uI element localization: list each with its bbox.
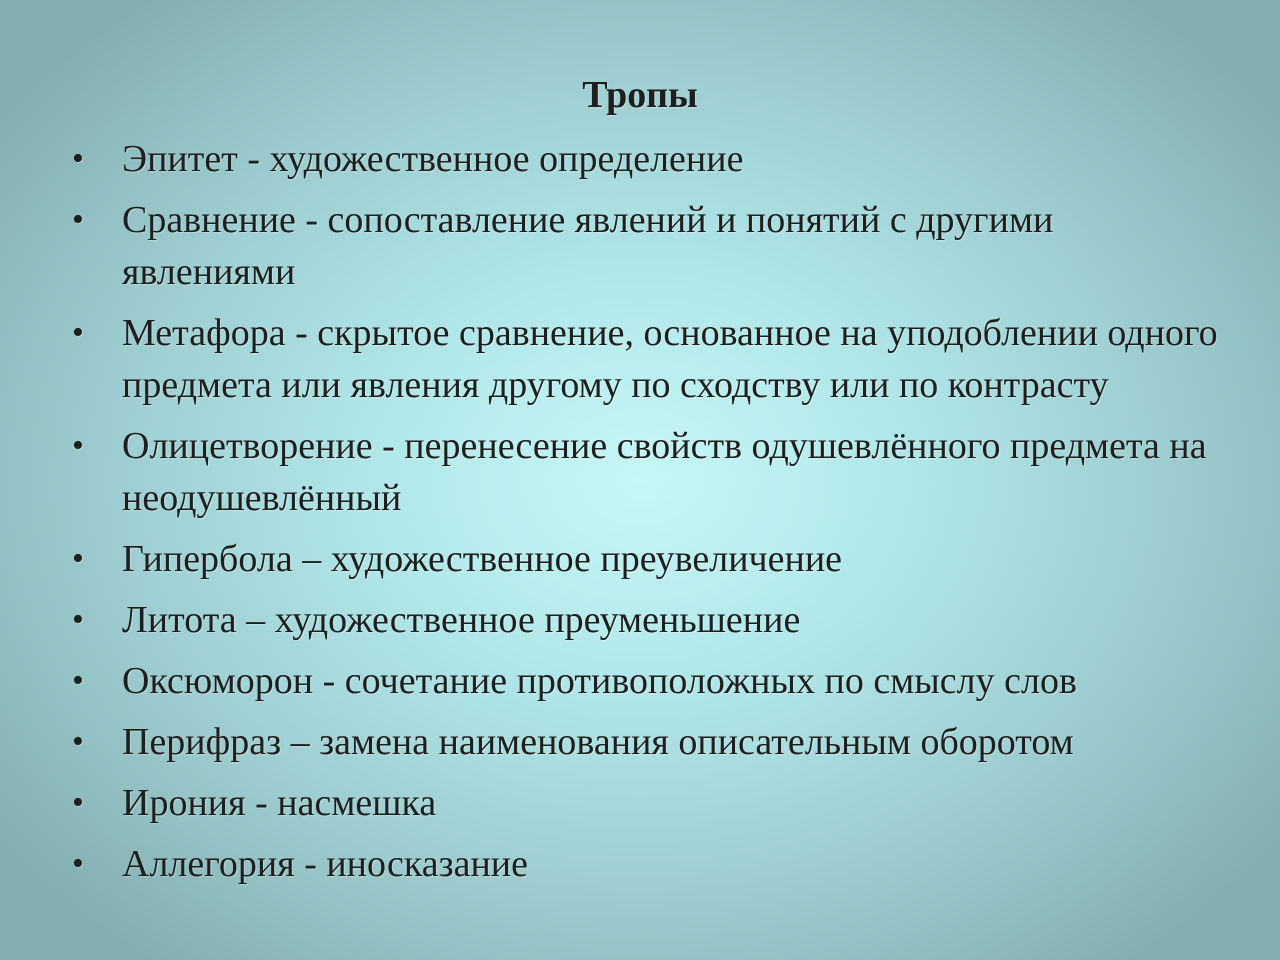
list-item-text: Метафора - скрытое сравнение, основанное на уподоблении одного предмета или явления другому по сходству или по контрасту xyxy=(122,312,1218,406)
list-item-text: Сравнение - сопоставление явлений и понятий с другими явлениями xyxy=(122,199,1054,293)
bullet-icon: • xyxy=(72,723,84,760)
bullet-icon: • xyxy=(72,845,84,882)
bullet-icon: • xyxy=(72,427,84,464)
bullet-icon: • xyxy=(72,314,84,351)
list-item-text: Литота – художественное преуменьшение xyxy=(122,599,801,641)
list-item xyxy=(0,533,1280,585)
list-item xyxy=(0,194,1280,298)
list-item-text: Оксюморон - сочетание противоположных по смыслу слов xyxy=(122,660,1077,702)
list-item-text: Перифраз – замена наименования описательным оборотом xyxy=(122,721,1074,763)
list-item xyxy=(0,655,1280,707)
list-item xyxy=(0,307,1280,411)
bullet-icon: • xyxy=(72,662,84,699)
list-item xyxy=(0,420,1280,524)
bullet-icon: • xyxy=(72,540,84,577)
bullet-icon: • xyxy=(72,201,84,238)
list-item-text: Эпитет - художественное определение xyxy=(122,138,744,180)
bullet-icon: • xyxy=(72,140,84,177)
list-item xyxy=(0,777,1280,829)
list-item xyxy=(0,716,1280,768)
list-item xyxy=(0,133,1280,185)
tropes-list xyxy=(0,133,1280,890)
list-item-text: Гипербола – художественное преувеличение xyxy=(122,538,843,580)
list-item xyxy=(0,838,1280,890)
list-item-text: Олицетворение - перенесение свойств одушевлённого предмета на неодушевлённый xyxy=(122,425,1207,519)
list-item-text: Аллегория - иносказание xyxy=(122,843,528,885)
slide-title: Тропы xyxy=(582,74,698,116)
bullet-icon: • xyxy=(72,601,84,638)
bullet-icon: • xyxy=(72,784,84,821)
list-item-text: Ирония - насмешка xyxy=(122,782,437,824)
list-item xyxy=(0,594,1280,646)
